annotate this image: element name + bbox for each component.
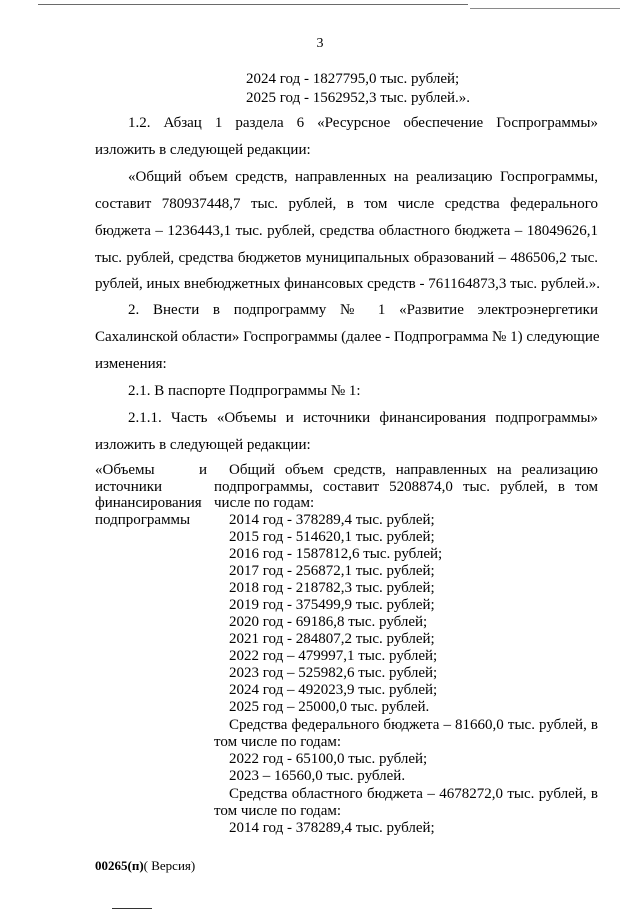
paragraph-line: составит 780937448,7 тыс. рублей, в том числе средства федерального <box>95 196 598 212</box>
year-line: 2020 год - 69186,8 тыс. рублей; <box>229 614 428 630</box>
paragraph-line: тыс. рублей, средства бюджетов муниципальных образований – 486506,2 тыс. <box>95 250 598 266</box>
text-line: 2025 год - 1562952,3 тыс. рублей.». <box>246 90 471 106</box>
paragraph-line: Сахалинской области» Госпрограммы (далее - Подпрограмма № 1) следующие <box>95 329 600 345</box>
left-cell-line: подпрограммы <box>95 511 191 528</box>
scan-edge-line <box>38 4 468 5</box>
year-line: 2023 год – 525982,6 тыс. рублей; <box>229 665 438 681</box>
left-cell-line: финансирования <box>95 495 202 511</box>
right-cell-line: Средства областного бюджета – 4678272,0 тыс. рублей, в <box>229 786 598 802</box>
paragraph-line: изложить в следующей редакции: <box>95 437 311 453</box>
year-line: 2017 год - 256872,1 тыс. рублей; <box>229 563 435 579</box>
year-line: 2022 год – 479997,1 тыс. рублей; <box>229 648 438 664</box>
right-cell-line: подпрограммы, составит 5208874,0 тыс. рублей, в том <box>214 478 598 495</box>
document-footer <box>95 858 195 874</box>
paragraph-line: «Общий объем средств, направленных на реализацию Госпрограммы, <box>128 169 598 185</box>
year-line: 2023 – 16560,0 тыс. рублей. <box>229 768 406 784</box>
text-line: 2024 год - 1827795,0 тыс. рублей; <box>246 71 460 87</box>
year-line: 2015 год - 514620,1 тыс. рублей; <box>229 529 435 545</box>
year-line: 2014 год - 378289,4 тыс. рублей; <box>229 512 435 528</box>
left-cell-line: и <box>199 462 208 478</box>
paragraph-line: рублей, иных внебюджетных финансовых средств - 761164873,3 тыс. рублей.». <box>95 276 600 292</box>
paragraph-line: изменения: <box>95 356 167 372</box>
year-line: 2025 год – 25000,0 тыс. рублей. <box>229 699 430 715</box>
right-cell-line: Общий объем средств, направленных на реализацию <box>229 462 598 478</box>
right-cell-line: том числе по годам: <box>214 734 342 750</box>
right-cell-line: числе по годам: <box>214 495 315 511</box>
year-line: 2016 год - 1587812,6 тыс. рублей; <box>229 546 443 562</box>
document-version: ( Версия) <box>143 858 196 873</box>
paragraph-line: 2.1.1. Часть «Объемы и источники финансирования подпрограммы» <box>128 410 598 426</box>
paragraph-line: 2.1. В паспорте Подпрограммы № 1: <box>128 383 361 399</box>
page-number: 3 <box>316 36 324 51</box>
paragraph-line: 1.2. Абзац 1 раздела 6 «Ресурсное обеспечение Госпрограммы» <box>128 115 598 131</box>
paragraph-line: 2. Внести в подпрограмму № 1 «Развитие электроэнергетики <box>128 302 598 318</box>
year-line: 2022 год - 65100,0 тыс. рублей; <box>229 751 428 767</box>
right-cell-line: том числе по годам: <box>214 803 342 819</box>
left-cell-line: источники <box>95 478 163 495</box>
year-line: 2014 год - 378289,4 тыс. рублей; <box>229 820 435 836</box>
year-line: 2021 год - 284807,2 тыс. рублей; <box>229 631 435 647</box>
paragraph-line: изложить в следующей редакции: <box>95 142 311 158</box>
year-line: 2024 год – 492023,9 тыс. рублей; <box>229 682 438 698</box>
right-cell-line: Средства федерального бюджета – 81660,0 тыс. рублей, в <box>229 717 598 733</box>
left-cell-line: «Объемы <box>95 462 155 478</box>
document-code: 00265(п) <box>95 858 144 873</box>
year-line: 2018 год - 218782,3 тыс. рублей; <box>229 580 435 596</box>
year-line: 2019 год - 375499,9 тыс. рублей; <box>229 597 435 613</box>
paragraph-line: бюджета – 1236443,1 тыс. рублей, средства областного бюджета – 18049626,1 <box>95 223 598 239</box>
scan-edge-line <box>470 8 620 9</box>
scan-edge-line <box>112 908 152 909</box>
